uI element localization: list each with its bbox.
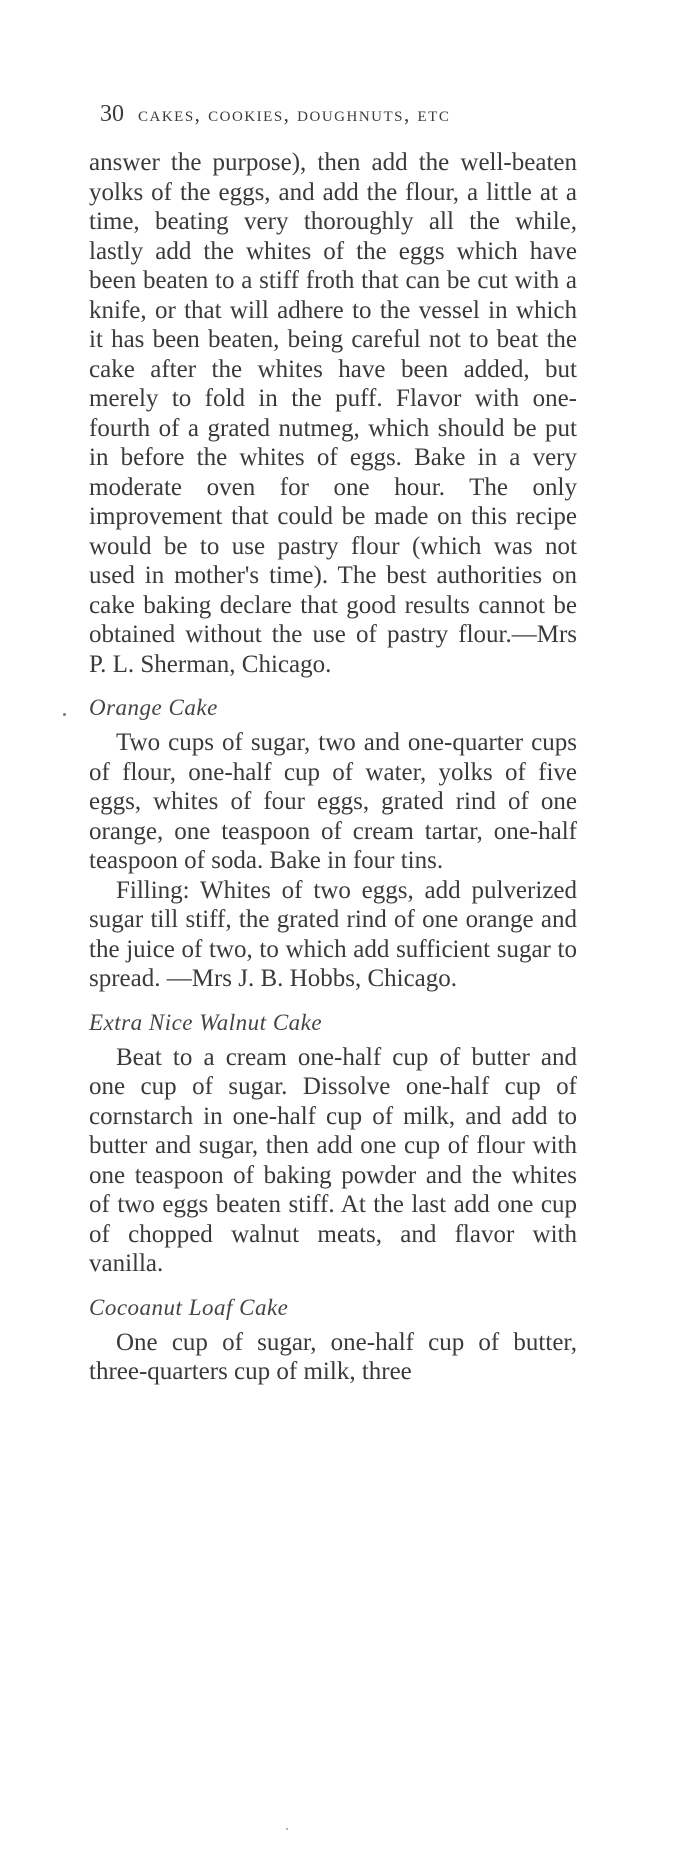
running-head	[100, 101, 580, 128]
orange-cake-ingredients: Two cups of sugar, two and one-quarter cups of flour, one-half cup of water, yolks of five eggs, whites of four eggs, grated rind of one orange, one teaspoon of cream tartar, one-half teaspoon of soda. Bake in four tins.	[89, 729, 577, 874]
page-number: 30	[100, 101, 124, 127]
text-column	[89, 148, 577, 1387]
print-speck	[286, 1828, 288, 1830]
running-head-title: cakes, cookies, doughnuts, etc	[138, 102, 451, 126]
recipe-title-orange-cake: Orange Cake	[89, 695, 218, 720]
cocoanut-cake-paragraph: One cup of sugar, one-half cup of butter, three-quarters cup of milk, three	[89, 1328, 577, 1385]
walnut-cake-paragraph: Beat to a cream one-half cup of butter and one cup of sugar. Dissolve one-half cup of cornstarch in one-half cup of milk, and add to butter and sugar, then add one cup of flour with one teaspoon of baking powder and the whites of two eggs beaten stiff. At the last add one cup of chopped walnut meats, and flavor with vanilla.	[89, 1043, 577, 1277]
print-speck	[63, 713, 66, 716]
orange-cake-filling: Filling: Whites of two eggs, add pulverized sugar till stiff, the grated rind of one orange and the juice of two, to which add sufficient sugar to spread. —Mrs J. B. Hobbs, Chicago.	[89, 876, 577, 992]
continued-recipe-paragraph: answer the purpose), then add the well-beaten yolks of the eggs, and add the flour, a little at a time, beating very thoroughly all the while, lastly add the whites of the eggs which have been beaten to a stiff froth that can be cut with a knife, or that will adhere to the vessel in which it has been beaten, being careful not to beat the cake after the whites have been added, but merely to fold in the puff. Flavor with one-fourth of a grated nutmeg, which should be put in before the whites of eggs. Bake in a very moderate oven for one hour. The only improvement that could be made on this recipe would be to use pastry flour (which was not used in mother's time). The best authorities on cake baking declare that good results cannot be obtained without the use of pastry flour.—Mrs P. L. Sherman, Chicago.	[89, 149, 577, 678]
recipe-title-walnut-cake: Extra Nice Walnut Cake	[89, 1009, 323, 1035]
recipe-title-cocoanut-cake: Cocoanut Loaf Cake	[89, 1294, 289, 1320]
